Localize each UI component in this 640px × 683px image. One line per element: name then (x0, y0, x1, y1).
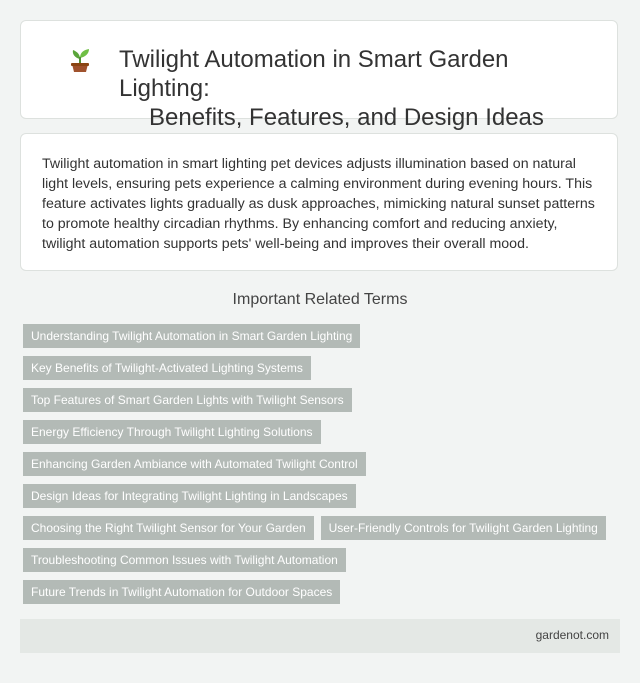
summary-card (20, 133, 618, 271)
related-term-tag[interactable]: Choosing the Right Twilight Sensor for Your Garden (23, 516, 314, 540)
tag-row (23, 452, 623, 476)
related-term-tag[interactable]: User-Friendly Controls for Twilight Garden Lighting (321, 516, 606, 540)
tag-row (23, 516, 623, 540)
header-card (20, 20, 618, 131)
tag-row (23, 420, 623, 444)
related-term-tag[interactable]: Design Ideas for Integrating Twilight Lighting in Landscapes (23, 484, 356, 508)
related-terms-list (23, 324, 623, 612)
title-line-2: Benefits, Features, and Design Ideas (149, 104, 544, 131)
tag-row (23, 484, 623, 508)
title-line-1: Twilight Automation in Smart Garden Lighting: (119, 46, 509, 102)
footer (20, 619, 620, 653)
related-term-tag[interactable]: Key Benefits of Twilight-Activated Lighting Systems (23, 356, 311, 380)
seedling-icon (67, 45, 93, 73)
tag-row (23, 356, 623, 380)
related-term-tag[interactable]: Troubleshooting Common Issues with Twilight Automation (23, 548, 346, 572)
tag-row (23, 580, 623, 604)
related-terms-heading: Important Related Terms (232, 291, 408, 308)
tag-row (23, 324, 623, 348)
title-block (75, 45, 605, 132)
tag-row (23, 388, 623, 412)
related-term-tag[interactable]: Enhancing Garden Ambiance with Automated Twilight Control (23, 452, 366, 476)
related-term-tag[interactable]: Future Trends in Twilight Automation for Outdoor Spaces (23, 580, 340, 604)
page-title (75, 45, 605, 132)
related-term-tag[interactable]: Top Features of Smart Garden Lights with Twilight Sensors (23, 388, 352, 412)
related-term-tag[interactable]: Understanding Twilight Automation in Smart Garden Lighting (23, 324, 360, 348)
summary-text: Twilight automation in smart lighting pet devices adjusts illumination based on natural light levels, ensuring pets experience a calming environment during evening hours. This feature activates lights gradually as dusk approaches, mimicking natural sunset patterns to promote healthy circadian rhythms. By enhancing comfort and reducing anxiety, twilight automation supports pets' well-being and improves their overall mood. (42, 156, 595, 252)
related-term-tag[interactable]: Energy Efficiency Through Twilight Lighting Solutions (23, 420, 321, 444)
footer-site[interactable]: gardenot.com (535, 628, 609, 642)
tag-row (23, 548, 623, 572)
